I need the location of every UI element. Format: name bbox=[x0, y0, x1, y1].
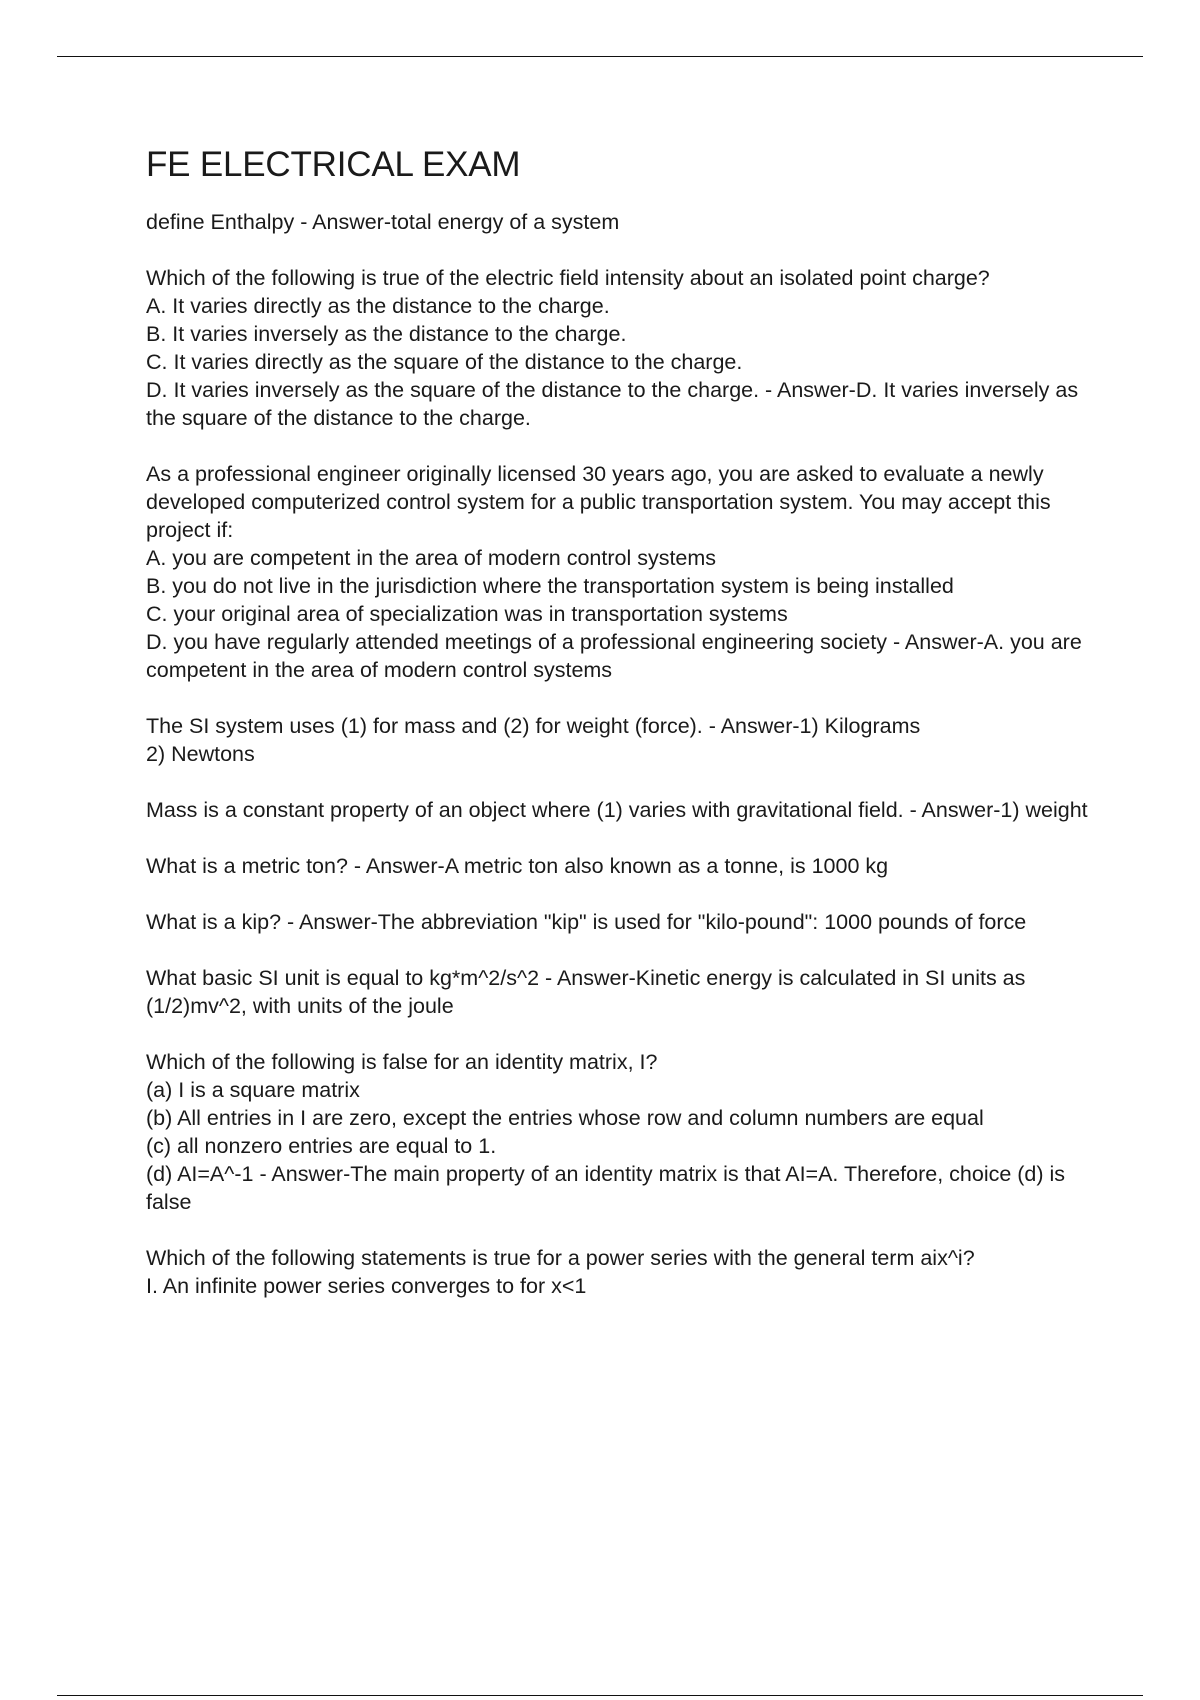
qa-line: The SI system uses (1) for mass and (2) for weight (force). - Answer-1) Kilograms bbox=[146, 714, 921, 738]
qa-question: As a professional engineer originally licensed 30 years ago, you are asked to evaluate a newly developed computerized control system for a public transportation system. You may accept this project if: bbox=[146, 462, 1051, 542]
qa-block bbox=[146, 796, 1101, 824]
qa-option: C. It varies directly as the square of the distance to the charge. bbox=[146, 350, 743, 374]
qa-option: D. It varies inversely as the square of the distance to the charge. - Answer-D. It varies inversely as the square of the distance to the charge. bbox=[146, 378, 1079, 430]
qa-line: Mass is a constant property of an object where (1) varies with gravitational field. - Answer-1) weight bbox=[146, 798, 1088, 822]
qa-question: Which of the following is true of the electric field intensity about an isolated point charge? bbox=[146, 266, 990, 290]
qa-option: (a) I is a square matrix bbox=[146, 1078, 360, 1102]
qa-question: Which of the following statements is true for a power series with the general term aix^i? bbox=[146, 1246, 975, 1270]
qa-option: A. It varies directly as the distance to the charge. bbox=[146, 294, 610, 318]
qa-option: C. your original area of specialization was in transportation systems bbox=[146, 602, 788, 626]
qa-question: Which of the following is false for an identity matrix, I? bbox=[146, 1050, 658, 1074]
bottom-rule bbox=[57, 1695, 1143, 1696]
qa-line: What is a kip? - Answer-The abbreviation "kip" is used for "kilo-pound": 1000 pounds of force bbox=[146, 910, 1027, 934]
qa-line: What basic SI unit is equal to kg*m^2/s^2 - Answer-Kinetic energy is calculated in SI units as (1/2)mv^2, with units of the joule bbox=[146, 966, 1026, 1018]
qa-line: What is a metric ton? - Answer-A metric ton also known as a tonne, is 1000 kg bbox=[146, 854, 889, 878]
qa-option: (c) all nonzero entries are equal to 1. bbox=[146, 1134, 497, 1158]
qa-option: I. An infinite power series converges to for x<1 bbox=[146, 1274, 587, 1298]
qa-block bbox=[146, 264, 1101, 432]
top-rule bbox=[57, 56, 1143, 57]
qa-block bbox=[146, 208, 1101, 236]
document-body bbox=[146, 145, 1101, 1328]
qa-block bbox=[146, 460, 1101, 684]
document-title: FE ELECTRICAL EXAM bbox=[146, 145, 521, 184]
qa-line: 2) Newtons bbox=[146, 742, 255, 766]
qa-block bbox=[146, 712, 1101, 768]
qa-option: (b) All entries in I are zero, except the entries whose row and column numbers are equal bbox=[146, 1106, 984, 1130]
qa-option: A. you are competent in the area of modern control systems bbox=[146, 546, 717, 570]
qa-option: B. It varies inversely as the distance to the charge. bbox=[146, 322, 627, 346]
qa-option: (d) AI=A^-1 - Answer-The main property of an identity matrix is that AI=A. Therefore, choice (d) is false bbox=[146, 1162, 1066, 1214]
qa-block bbox=[146, 1048, 1101, 1216]
qa-block bbox=[146, 908, 1101, 936]
qa-block bbox=[146, 1244, 1101, 1300]
qa-option: D. you have regularly attended meetings of a professional engineering society - Answer-A. you are competent in the area of modern control systems bbox=[146, 630, 1082, 682]
qa-block bbox=[146, 964, 1101, 1020]
qa-block bbox=[146, 852, 1101, 880]
qa-line: define Enthalpy - Answer-total energy of a system bbox=[146, 210, 620, 234]
qa-option: B. you do not live in the jurisdiction where the transportation system is being installed bbox=[146, 574, 954, 598]
